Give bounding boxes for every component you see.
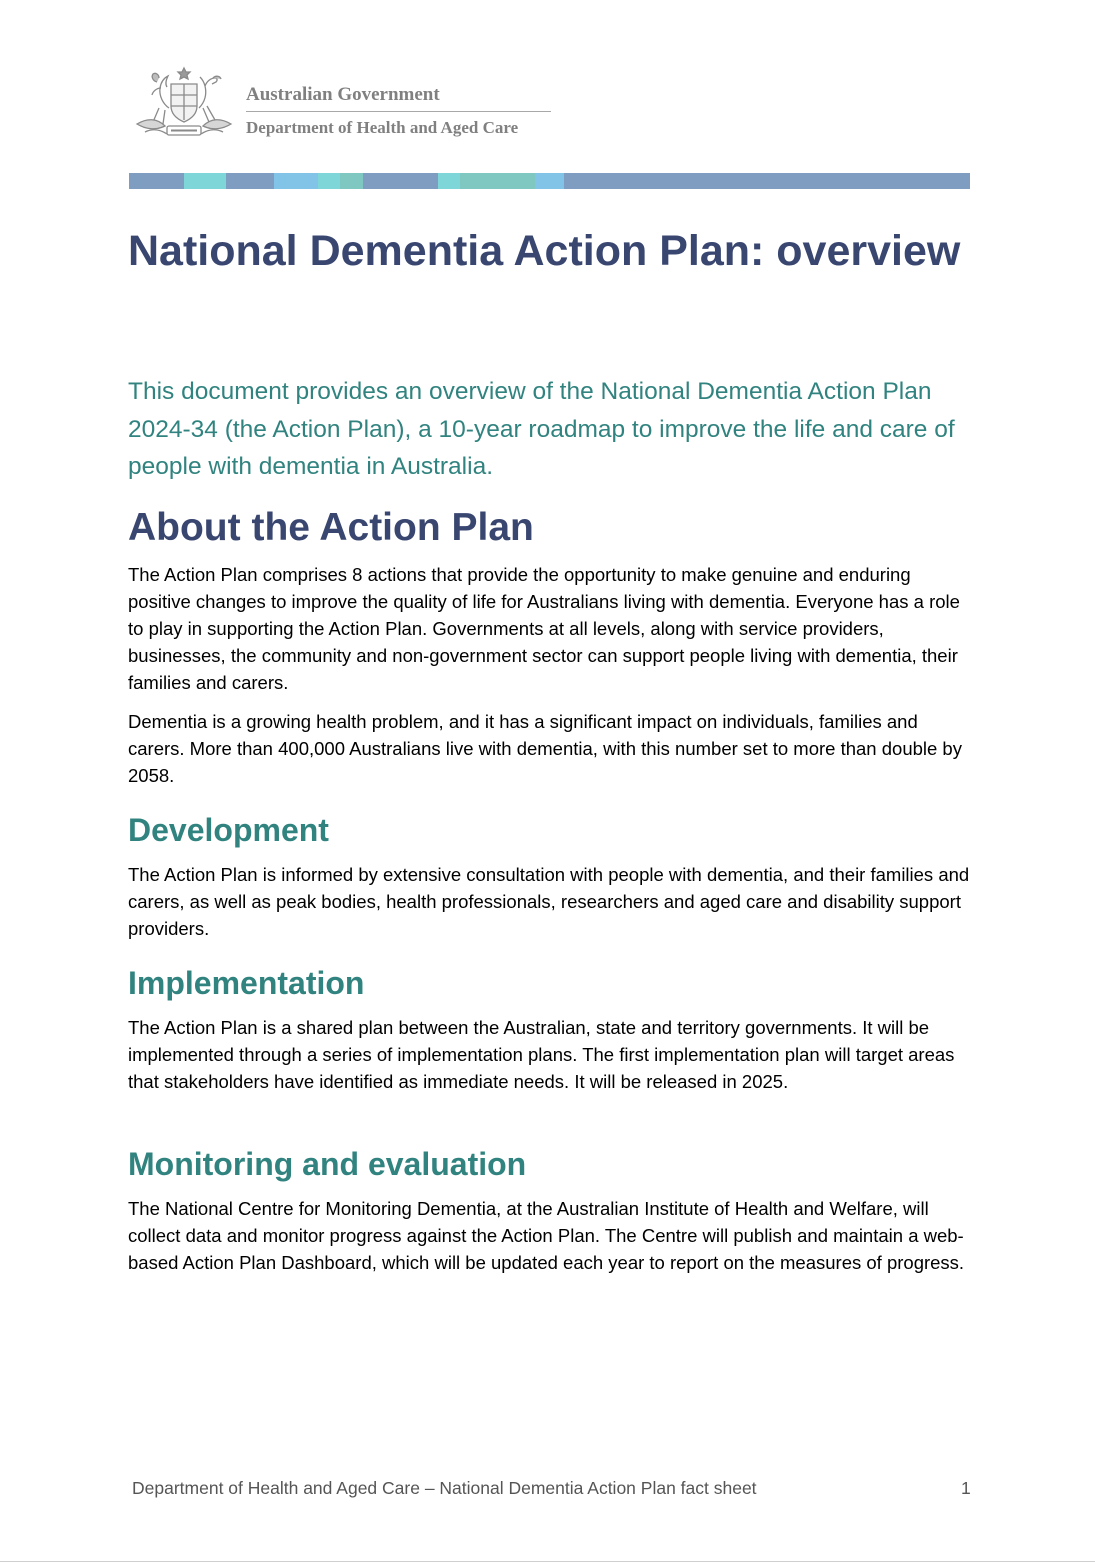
implementation-heading: Implementation: [128, 965, 365, 1001]
about-heading: About the Action Plan: [128, 506, 534, 549]
development-paragraph: The Action Plan is informed by extensive consultation with people with dementia, and their families and carers, as well as peak bodies, health professionals, researchers and aged care and disability support providers.: [128, 864, 970, 939]
page-number: 1: [961, 1478, 971, 1498]
development-heading: Development: [128, 812, 329, 848]
band-segment: [363, 173, 438, 189]
coat-of-arms-icon: [131, 64, 237, 142]
government-logo: [131, 64, 561, 144]
footer-text: Department of Health and Aged Care – National Dementia Action Plan fact sheet: [132, 1478, 757, 1498]
monitoring-paragraph: The National Centre for Monitoring Dementia, at the Australian Institute of Health and Welfare, will collect data and monitor progress against the Action Plan. The Centre will publish and maintain a web-based Action Plan Dashboard, which will be updated each year to report on the measures of progress.: [128, 1198, 965, 1273]
monitoring-heading: Monitoring and evaluation: [128, 1146, 527, 1182]
band-segment: [184, 173, 226, 189]
decorative-color-band: [129, 173, 970, 189]
document-title: National Dementia Action Plan: overview: [128, 227, 961, 275]
band-segment: [535, 173, 564, 189]
band-segment: [274, 173, 318, 189]
band-segment: [318, 173, 340, 189]
government-name: Australian Government: [246, 84, 440, 105]
implementation-paragraph: The Action Plan is a shared plan between the Australian, state and territory governments. It will be implemented through a series of implementation plans. The first implementation plan will target areas that stakeholders have identified as immediate needs. It will be released in 2025.: [128, 1017, 955, 1092]
intro-paragraph: This document provides an overview of the National Dementia Action Plan 2024-34 (the Action Plan), a 10-year roadmap to improve the life and care of people with dementia in Australia.: [128, 378, 955, 480]
about-paragraph-1: The Action Plan comprises 8 actions that provide the opportunity to make genuine and enduring positive changes to improve the quality of life for Australians living with dementia. Everyone has a role to play in supporting the Action Plan. Governments at all levels, along with service providers, businesses, the community and non-government sector can support people living with dementia, their families and carers.: [128, 564, 960, 693]
band-segment: [129, 173, 184, 189]
logo-divider: [246, 111, 551, 112]
page-edge: [0, 1561, 1095, 1562]
band-segment: [460, 173, 535, 189]
band-segment: [438, 173, 460, 189]
department-name: Department of Health and Aged Care: [246, 118, 519, 137]
band-segment: [564, 173, 970, 189]
band-segment: [340, 173, 363, 189]
about-paragraph-2: Dementia is a growing health problem, and it has a significant impact on individuals, families and carers. More than 400,000 Australians live with dementia, with this number set to more than double by 2058.: [128, 711, 962, 786]
band-segment: [226, 173, 274, 189]
